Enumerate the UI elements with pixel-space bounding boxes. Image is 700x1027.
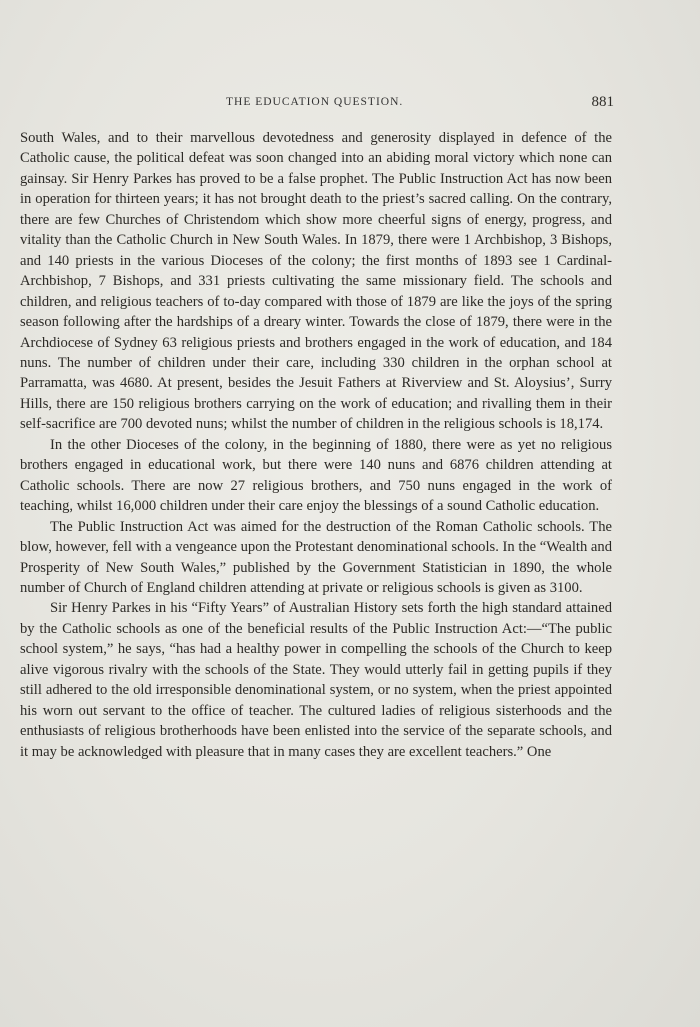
running-title: THE EDUCATION QUESTION. bbox=[226, 96, 404, 108]
paragraph-parkes-quote: Sir Henry Parkes in his “Fifty Years” of Australian History sets forth the high standard attained by the Catholic schools as one of the beneficial results of the Public Instruction Act:—“The public school system,” he says, “has had a healthy power in compelling the schools of the Church to keep alive vigorous rivalry with the schools of the State. They would utterly fail in getting pupils if they still adhered to the old irresponsible denominational system, or no system, when the priest appointed his worn out servant to the office of teacher. The cultured ladies of religious sisterhoods and the enthusiasts of religious brotherhoods have been enlisted into the service of the separate schools, and it may be acknowledged with pleasure that in many cases they are excellent teachers.” One bbox=[20, 600, 612, 760]
page-number: 881 bbox=[591, 94, 614, 110]
paragraph-public-instruction-act: The Public Instruction Act was aimed for the destruction of the Roman Catholic schools. The blow, however, fell with a vengeance upon the Protestant denominational schools. In the “Wealth and Prosperity of New South Wales,” published by the Government Statistician in 1890, the whole number of Church of England children attending at private or religious schools is given as 3100. bbox=[20, 518, 612, 596]
running-header bbox=[0, 94, 700, 114]
body-text bbox=[20, 128, 612, 762]
paragraph-other-dioceses: In the other Dioceses of the colony, in the beginning of 1880, there were as yet no religious brothers engaged in educational work, but there were 140 nuns and 6876 children attending at Catholic schools. There are now 27 religious brothers, and 750 nuns engaged in the work of teaching, whilst 16,000 children under their care enjoy the blessings of a sound Catholic education. bbox=[20, 436, 612, 515]
paragraph-continuation: South Wales, and to their marvellous devotedness and generosity displayed in defence of the Catholic cause, the political defeat was soon changed into an abiding moral victory which none can gainsay. Sir Henry Parkes has proved to be a false prophet. The Public Instruction Act has now been in operation for thirteen years; it has not brought death to the priest’s sacred calling. On the contrary, there are few Churches of Christendom which show more cheerful signs of energy, progress, and vitality than the Catholic Church in New South Wales. In 1879, there were 1 Archbishop, 3 Bishops, and 140 priests in the various Dioceses of the colony; the first months of 1893 see 1 Cardinal-Archbishop, 7 Bishops, and 331 priests cultivating the same missionary field. The schools and children, and religious teachers of to-day compared with those of 1879 are like the joys of the spring season following after the hardships of a dreary winter. Towards the close of 1879, there were in the Archdiocese of Sydney 63 religious priests and brothers engaged in the work of education, and 184 nuns. The number of children under their care, including 330 children in the orphan school at Parramatta, was 4680. At present, besides the Jesuit Fathers at Riverview and St. Aloysius’, Surry Hills, there are 150 religious brothers carrying on the work of education; and rivalling them in their self-sacrifice are 700 devoted nuns; whilst the number of children in the religious schools is 18,174. bbox=[20, 130, 612, 433]
